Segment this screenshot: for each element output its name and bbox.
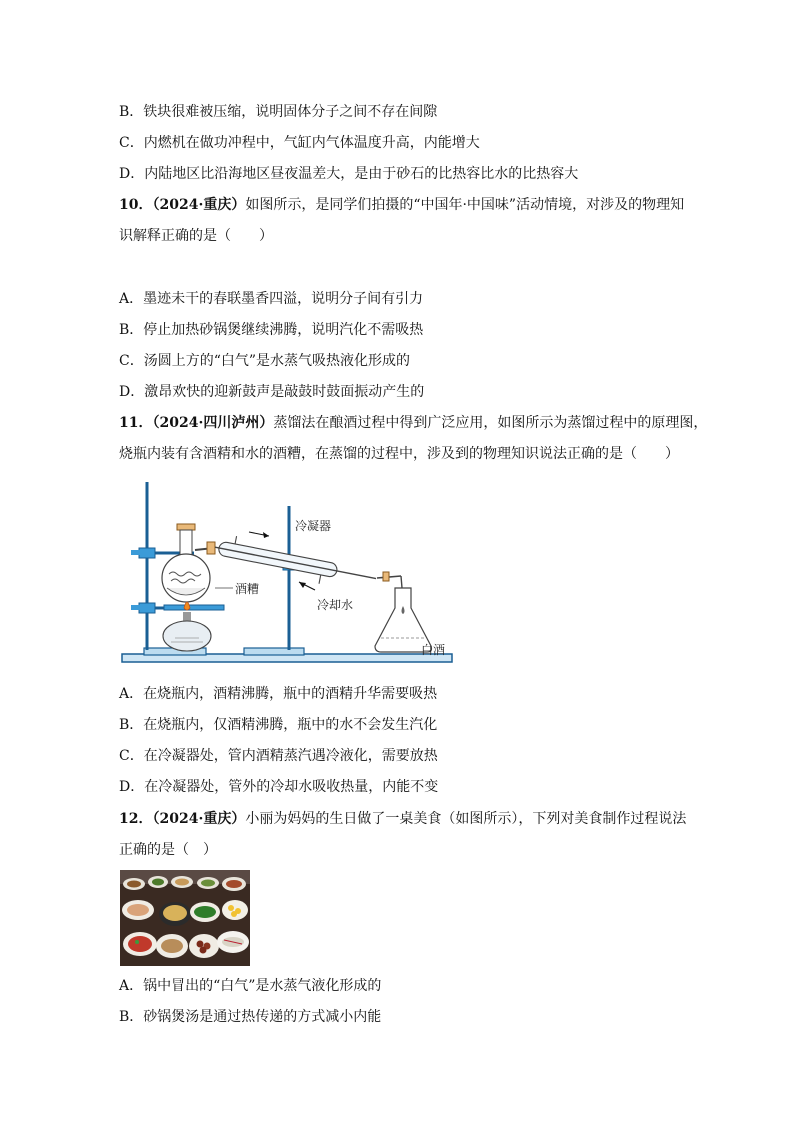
question-text: 如图所示，是同学们拍摄的“中国年·中国味”活动情境，对涉及的物理知: [245, 197, 685, 213]
question-10-stem-cont: 识解释正确的是（ ）: [119, 228, 273, 244]
label-cooling-water: 冷却水: [317, 598, 354, 612]
label-liquor: 白酒: [421, 643, 446, 657]
question-12-stem: [119, 811, 686, 827]
label-mash: 酒糟: [235, 582, 260, 596]
question-number: 12．: [119, 811, 153, 827]
question-12-stem-cont: 正确的是（ ）: [119, 842, 217, 858]
q11-option-a: A．在烧瓶内，酒精沸腾，瓶中的酒精升华需要吸热: [119, 686, 438, 702]
q10-option-b: B．停止加热砂锅煲继续沸腾，说明汽化不需吸热: [119, 322, 424, 338]
connector-stopper: [207, 542, 215, 554]
label-condenser: 冷凝器: [295, 519, 332, 533]
q11-option-d: D．在冷凝器处，管外的冷却水吸收热量，内能不变: [119, 779, 439, 795]
right-stand-base: [244, 648, 304, 655]
q12-option-b: B．砂锅煲汤是通过热传递的方式减小内能: [119, 1009, 382, 1025]
flame: [184, 602, 190, 610]
q10-option-c: C．汤圆上方的“白气”是水蒸气吸热液化形成的: [119, 353, 411, 369]
question-source: （2024·重庆）: [152, 197, 246, 213]
option-c-prev: C．内燃机在做功冲程中，气缸内气体温度升高，内能增大: [119, 135, 480, 151]
q11-option-c: C．在冷凝器处，管内酒精蒸汽遇冷液化，需要放热: [119, 748, 438, 764]
option-b-prev: B．铁块很难被压缩，说明固体分子之间不存在间隙: [119, 104, 438, 120]
question-source: （2024·四川泸州）: [152, 415, 274, 431]
question-11-stem-cont: 烧瓶内装有含酒精和水的酒糟，在蒸馏的过程中，涉及到的物理知识说法正确的是（ ）: [119, 446, 679, 462]
question-text: 小丽为妈妈的生日做了一桌美食（如图所示），下列对美食制作过程说法: [245, 811, 687, 827]
clamp-screw: [131, 550, 141, 555]
dinner-table-photo: [120, 870, 250, 966]
flask-stopper: [177, 524, 195, 530]
question-number: 11．: [119, 415, 153, 431]
wire-gauze: [164, 605, 224, 610]
q11-option-b: B．在烧瓶内，仅酒精沸腾，瓶中的水不会发生汽化: [119, 717, 438, 733]
q10-option-d: D．激昂欢快的迎新鼓声是敲鼓时鼓面振动产生的: [119, 384, 425, 400]
question-10-stem: [119, 197, 684, 213]
question-source: （2024·重庆）: [152, 811, 246, 827]
q10-option-a: A．墨迹未干的春联墨香四溢，说明分子间有引力: [119, 291, 424, 307]
left-clamp-top: [139, 548, 155, 558]
alcohol-burner: [163, 621, 211, 651]
left-clamp-ring: [139, 603, 155, 613]
q12-option-a: A．锅中冒出的“白气”是水蒸气液化形成的: [119, 978, 382, 994]
question-text: 蒸馏法在酿酒过程中得到广泛应用，如图所示为蒸馏过程中的原理图，: [273, 415, 708, 431]
clamp-screw: [131, 605, 141, 610]
question-11-stem: [119, 415, 707, 431]
question-number: 10．: [119, 197, 153, 213]
distillation-apparatus-figure: [119, 478, 459, 670]
option-d-prev: D．内陆地区比沿海地区昼夜温差大，是由于砂石的比热容比水的比热容大: [119, 166, 579, 182]
